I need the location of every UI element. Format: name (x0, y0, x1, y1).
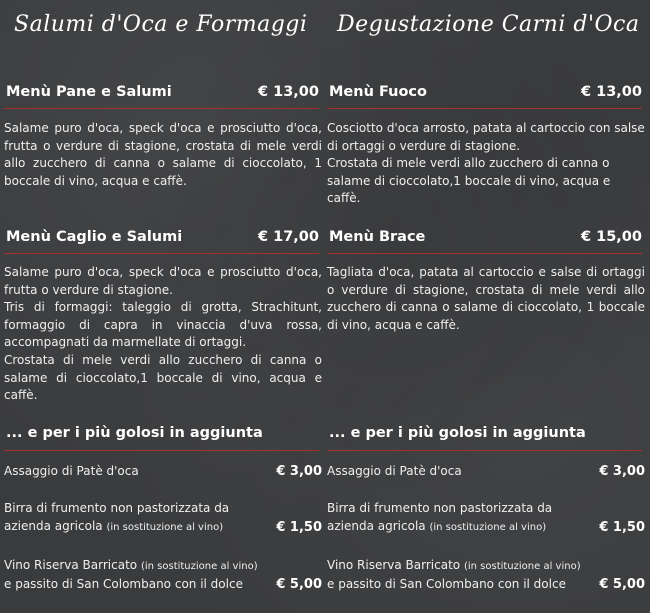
left-column (4, 0, 322, 613)
menu-description-paragraph: Salame puro d'oca, speck d'oca e prosciutto d'oca, frutta o verdure di stagione, crostata di mele verdi allo zucchero di canna o salame di cioccolato, 1 boccale di vino, acqua e caffè. (4, 121, 322, 188)
extra-item-pate (4, 463, 322, 481)
extra-item-label: Birra di frumento non pastorizzata da (327, 501, 553, 515)
extra-item-label: Assaggio di Patè d'oca (4, 464, 139, 478)
extras-title: ... e per i più golosi in aggiunta (6, 425, 263, 441)
extra-item-label: azienda agricola (327, 518, 426, 533)
menu-name: Menù Brace (329, 229, 426, 245)
menu-price: € 15,00 (580, 229, 642, 245)
extras-header (327, 422, 642, 451)
extra-item-price: € 3,00 (599, 464, 645, 479)
extras-title: ... e per i più golosi in aggiunta (329, 425, 586, 441)
menu-description-paragraph: Tris di formaggi: taleggio di grotta, Strachitunt, formaggio di capra in vinaccia d'uva rossa, accompagnati da marmellate di ortaggi. (4, 300, 322, 350)
menu-description-paragraph: Tagliata d'oca, patata al cartoccio e salse di ortaggi o verdure di stagione, crostata di mele verdi allo zucchero di canna o salame di cioccolato, 1 boccale di vino, acqua e caffè. (327, 265, 645, 332)
extra-item-vino (4, 557, 322, 593)
extra-item-pate (327, 463, 645, 481)
extra-item-label-line2 (327, 518, 587, 537)
menu-name: Menù Pane e Salumi (6, 84, 172, 100)
extra-item-label: Vino Riserva Barricato (327, 558, 461, 572)
menu-header-brace (327, 225, 642, 254)
extra-item-label: Assaggio di Patè d'oca (327, 464, 462, 478)
menu-price: € 13,00 (257, 84, 319, 100)
menu-description-paragraph: Salame puro d'oca, speck d'oca e prosciutto d'oca, frutta o verdure di stagione. (4, 265, 322, 297)
extra-item-label: Birra di frumento non pastorizzata da (4, 501, 230, 515)
extra-item-label-line1 (4, 557, 264, 576)
extra-item-note: (in sostituzione al vino) (429, 521, 547, 533)
right-column-title: Degustazione Carni d'Oca (337, 12, 640, 37)
menu-description-paragraph: Crostata di mele verdi allo zucchero di canna o salame di cioccolato,1 boccale di vino, acqua e caffè. (327, 156, 611, 206)
menu-description-brace (327, 264, 645, 334)
extra-item-note: (in sostituzione al vino) (140, 561, 258, 572)
extra-item-birra (4, 500, 322, 536)
extras-header (4, 422, 319, 451)
extra-item-label-line1 (327, 557, 587, 576)
menu-price: € 17,00 (257, 229, 319, 245)
right-column (327, 0, 645, 613)
menu-name: Menù Caglio e Salumi (6, 229, 183, 245)
extra-item-label-line2 (4, 518, 264, 537)
extra-item-price: € 3,00 (276, 464, 322, 479)
menu-price: € 13,00 (580, 84, 642, 100)
menu-name: Menù Fuoco (329, 84, 427, 100)
menu-description-paragraph: Crostata di mele verdi allo zucchero di canna o salame di cioccolato,1 boccale di vino, acqua e caffè. (4, 352, 322, 403)
extra-item-label: azienda agricola (4, 518, 103, 533)
left-column-title: Salumi d'Oca e Formaggi (14, 12, 308, 37)
menu-header-fuoco (327, 80, 642, 109)
extra-item-vino (327, 557, 645, 593)
extra-item-birra (327, 500, 645, 536)
extra-item-price: € 1,50 (599, 519, 645, 535)
extra-item-price: € 5,00 (276, 576, 322, 592)
menu-description-paragraph: Cosciotto d'oca arrosto, patata al cartoccio con salse di ortaggi o verdure di stagione. (327, 121, 645, 153)
extra-item-label: Vino Riserva Barricato (4, 558, 138, 572)
extra-item-price: € 1,50 (276, 519, 322, 535)
menu-description-pane-e-salumi (4, 120, 322, 190)
extra-item-note: (in sostituzione al vino) (106, 521, 224, 533)
menu-description-fuoco (327, 120, 645, 208)
menu-description-caglio-e-salumi (4, 264, 322, 405)
extra-item-price: € 5,00 (599, 576, 645, 592)
menu-header-caglio-e-salumi (4, 225, 319, 254)
extra-item-note: (in sostituzione al vino) (463, 561, 581, 572)
extra-item-label: e passito di San Colombano con il dolce (4, 576, 243, 591)
extra-item-label: e passito di San Colombano con il dolce (327, 576, 566, 591)
menu-header-pane-e-salumi (4, 80, 319, 109)
